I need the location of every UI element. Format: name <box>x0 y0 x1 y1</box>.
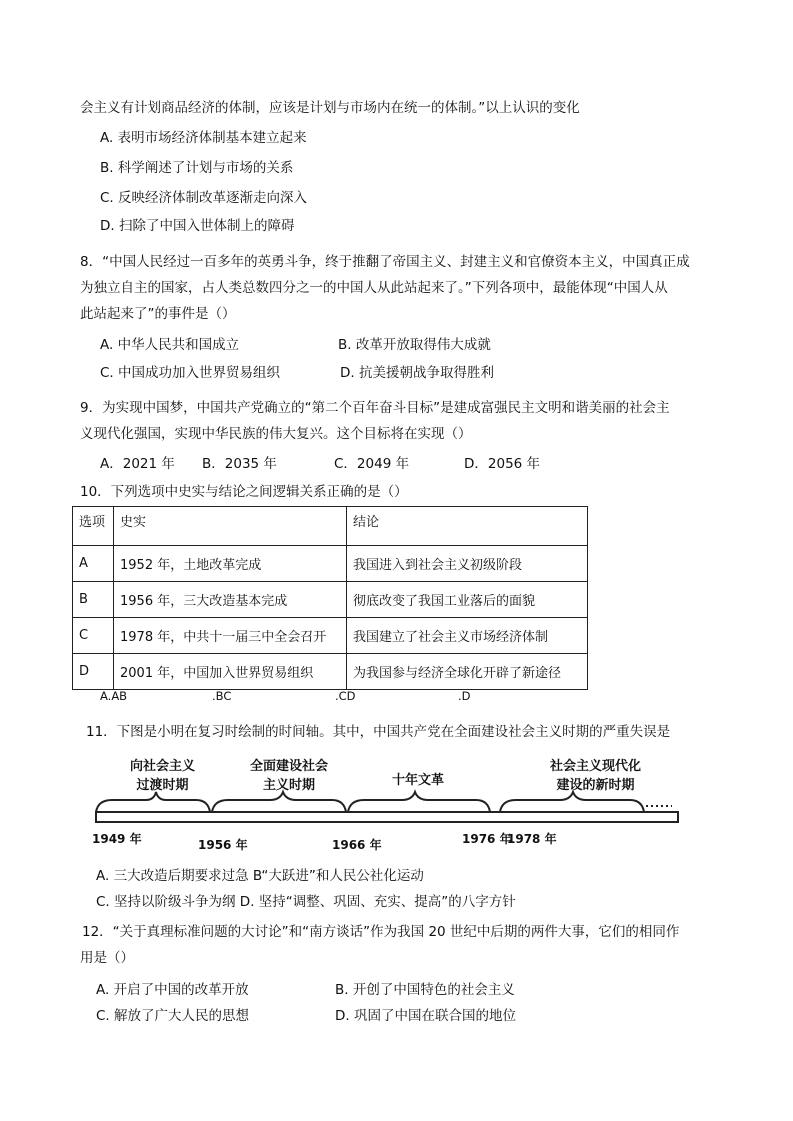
row-label: C <box>73 618 114 654</box>
timeline-year-1949: 1949 年 <box>92 832 142 846</box>
brace-4 <box>500 792 644 812</box>
q8-option-d: D. 抗美援朝战争取得胜利 <box>340 365 494 381</box>
q7-option-b: B. 科学阐述了计划与市场的关系 <box>100 160 294 176</box>
brace-1 <box>96 792 210 812</box>
row-fact: 1952 年，土地改革完成 <box>114 546 347 582</box>
q7-option-a: A. 表明市场经济体制基本建立起来 <box>100 130 307 146</box>
row-fact: 2001 年，中国加入世界贸易组织 <box>114 654 347 690</box>
q9-stem-line-1: 9．为实现中国梦，中国共产党确立的“第二个百年奋斗目标”是建成富强民主文明和谐美丽的社会主 <box>80 400 670 416</box>
q8-stem-line-1: 8．“中国人民经过一百多年的英勇斗争，终于推翻了帝国主义、封建主义和官僚资本主义，中国真正成 <box>80 254 690 270</box>
timeline-year-1956: 1956 年 <box>198 838 248 852</box>
timeline-bar <box>96 812 678 822</box>
brace-2 <box>212 792 346 812</box>
row-fact: 1956 年，三大改造基本完成 <box>114 582 347 618</box>
q8-stem-line-2: 为独立自主的国家，占人类总数四分之一的中国人从此站起来了。”下列各项中，最能体现“中国人从 <box>80 280 668 296</box>
q8-option-c: C. 中国成功加入世界贸易组织 <box>100 365 281 381</box>
row-fact: 1978 年，中共十一届三中全会召开 <box>114 618 347 654</box>
q12-stem-line-1: 12．“关于真理标准问题的大讨论”和“南方谈话”作为我国 20 世纪中后期的两件大事，它们的相同作 <box>82 924 680 940</box>
timeline-year-1976: 1976 年 <box>462 832 512 846</box>
q10-answer-d: .D <box>458 689 471 703</box>
header-conclusion: 结论 <box>347 507 588 546</box>
q8-stem-line-3: 此站起来了”的事件是（） <box>80 306 236 322</box>
q7-option-d: D. 扫除了中国入世体制上的障碍 <box>100 218 295 234</box>
timeline-period-4: 社会主义现代化 建设的新时期 <box>550 759 642 793</box>
timeline-period-2: 全面建设社会 主义时期 <box>250 759 329 793</box>
q10-answer-c: .CD <box>335 689 356 703</box>
q9-option-c: C．2049 年 <box>334 456 410 472</box>
timeline-period-1: 向社会主义 过渡时期 <box>130 759 196 793</box>
q10-stem: 10．下列选项中史实与结论之间逻辑关系正确的是（） <box>80 484 408 500</box>
q12-option-c: C. 解放了广大人民的思想 <box>96 1008 250 1024</box>
q8-option-a: A. 中华人民共和国成立 <box>100 337 240 353</box>
q10-answer-a: A.AB <box>100 689 128 703</box>
row-conclusion: 为我国参与经济全球化开辟了新途径 <box>347 654 588 690</box>
q7-stem-line: 会主义有计划商品经济的体制，应该是计划与市场内在统一的体制。”以上认识的变化 <box>80 100 580 116</box>
q12-option-d: D. 巩固了中国在联合国的地位 <box>335 1008 516 1024</box>
row-conclusion: 彻底改变了我国工业落后的面貌 <box>347 582 588 618</box>
q11-options-ab: A. 三大改造后期要求过急 B“大跃进”和人民公社化运动 <box>96 868 424 884</box>
row-label: D <box>73 654 114 690</box>
q9-option-d: D．2056 年 <box>464 456 541 472</box>
row-label: A <box>73 546 114 582</box>
q10-answer-b: .BC <box>212 689 232 703</box>
q7-option-c: C. 反映经济体制改革逐渐走向深入 <box>100 190 308 206</box>
header-fact: 史实 <box>114 507 347 546</box>
q9-option-b: B．2035 年 <box>202 456 277 472</box>
q8-option-b: B. 改革开放取得伟大成就 <box>338 337 491 353</box>
q11-stem: 11．下图是小明在复习时绘制的时间轴。其中，中国共产党在全面建设社会主义时期的严重失误是 <box>86 724 671 740</box>
q9-option-a: A．2021 年 <box>100 456 175 472</box>
timeline-period-3: 十年文革 <box>392 773 445 788</box>
q9-stem-line-2: 义现代化强国，实现中华民族的伟大复兴。这个目标将在实现（） <box>80 426 472 442</box>
timeline-year-1966: 1966 年 <box>332 838 382 852</box>
row-label: B <box>73 582 114 618</box>
row-conclusion: 我国进入到社会主义初级阶段 <box>347 546 588 582</box>
q11-options-cd: C. 坚持以阶级斗争为纲 D. 坚持“调整、巩固、充实、提高”的八字方针 <box>96 894 516 910</box>
brace-3 <box>348 792 490 812</box>
q12-stem-line-2: 用是（） <box>80 950 134 966</box>
timeline-year-1978: 1978 年 <box>507 832 557 846</box>
header-option: 选项 <box>73 507 114 546</box>
row-conclusion: 我国建立了社会主义市场经济体制 <box>347 618 588 654</box>
q12-option-b: B. 开创了中国特色的社会主义 <box>335 982 515 998</box>
q12-option-a: A. 开启了中国的改革开放 <box>96 982 249 998</box>
